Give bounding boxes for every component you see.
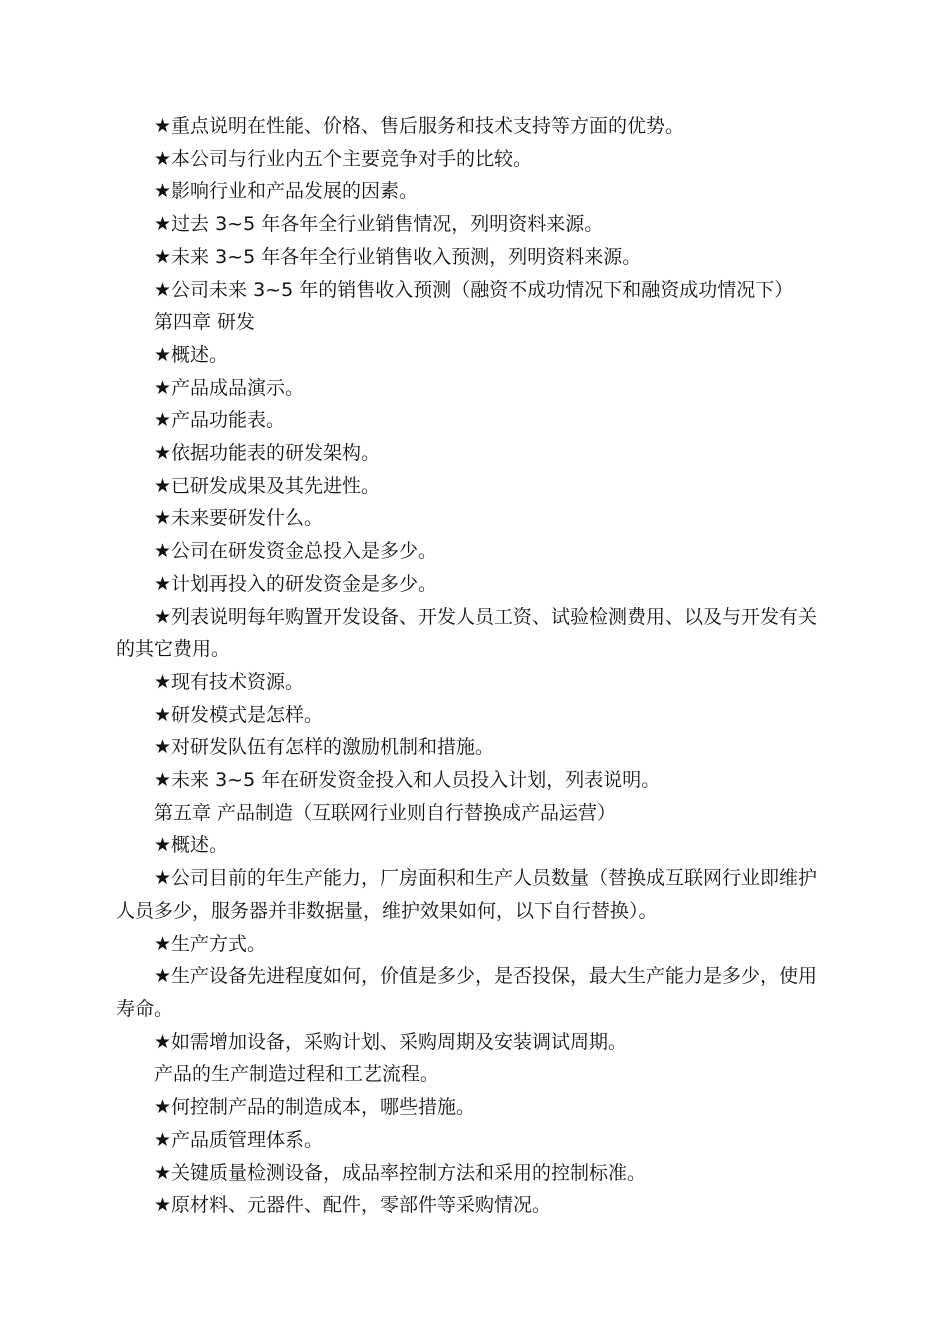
paragraph: ★何控制产品的制造成本，哪些措施。 bbox=[154, 1096, 476, 1119]
paragraph: ★对研发队伍有怎样的激励机制和措施。 bbox=[154, 736, 495, 759]
paragraph: ★未来要研发什么。 bbox=[154, 507, 324, 530]
paragraph: ★产品成品演示。 bbox=[154, 376, 305, 399]
paragraph: ★如需增加设备，采购计划、采购周期及安装调试周期。 bbox=[154, 1030, 628, 1053]
paragraph: ★已研发成果及其先进性。 bbox=[154, 474, 381, 497]
chapter-heading: 第四章 研发 bbox=[154, 311, 256, 334]
paragraph: ★过去 3~5 年各年全行业销售情况，列明资料来源。 bbox=[154, 213, 604, 236]
chapter-heading: 第五章 产品制造（互联网行业则自行替换成产品运营） bbox=[154, 801, 617, 824]
paragraph: ★本公司与行业内五个主要竞争对手的比较。 bbox=[154, 147, 533, 170]
paragraph: ★产品功能表。 bbox=[154, 409, 286, 432]
paragraph: ★公司未来 3~5 年的销售收入预测（融资不成功情况下和融资成功情况下） bbox=[154, 278, 794, 301]
paragraph: ★生产方式。 bbox=[154, 932, 267, 955]
paragraph: ★研发模式是怎样。 bbox=[154, 703, 324, 726]
paragraph: ★公司在研发资金总投入是多少。 bbox=[154, 540, 438, 563]
paragraph: ★公司目前的年生产能力，厂房面积和生产人员数量（替换成互联网行业即维护人员多少，服务器并非数据量，维护效果如何，以下自行替换）。 bbox=[116, 867, 818, 922]
document-body bbox=[116, 110, 826, 1222]
paragraph: ★未来 3~5 年各年全行业销售收入预测，列明资料来源。 bbox=[154, 245, 642, 268]
paragraph: ★现有技术资源。 bbox=[154, 670, 305, 693]
paragraph: ★未来 3~5 年在研发资金投入和人员投入计划，列表说明。 bbox=[154, 769, 661, 792]
paragraph: ★重点说明在性能、价格、售后服务和技术支持等方面的优势。 bbox=[154, 115, 685, 137]
paragraph: ★计划再投入的研发资金是多少。 bbox=[154, 572, 438, 595]
paragraph: 产品的生产制造过程和工艺流程。 bbox=[154, 1063, 440, 1086]
paragraph: ★原材料、元器件、配件，零部件等采购情况。 bbox=[154, 1194, 552, 1217]
paragraph: ★生产设备先进程度如何，价值是多少，是否投保，最大生产能力是多少，使用寿命。 bbox=[116, 965, 818, 1020]
paragraph: ★影响行业和产品发展的因素。 bbox=[154, 180, 419, 203]
paragraph: ★关键质量检测设备，成品率控制方法和采用的控制标准。 bbox=[154, 1161, 647, 1184]
paragraph: ★依据功能表的研发架构。 bbox=[154, 442, 381, 465]
paragraph: ★列表说明每年购置开发设备、开发人员工资、试验检测费用、以及与开发有关的其它费用。 bbox=[116, 605, 818, 661]
paragraph: ★产品质管理体系。 bbox=[154, 1128, 324, 1151]
paragraph: ★概述。 bbox=[154, 834, 229, 857]
paragraph: ★概述。 bbox=[154, 343, 229, 366]
